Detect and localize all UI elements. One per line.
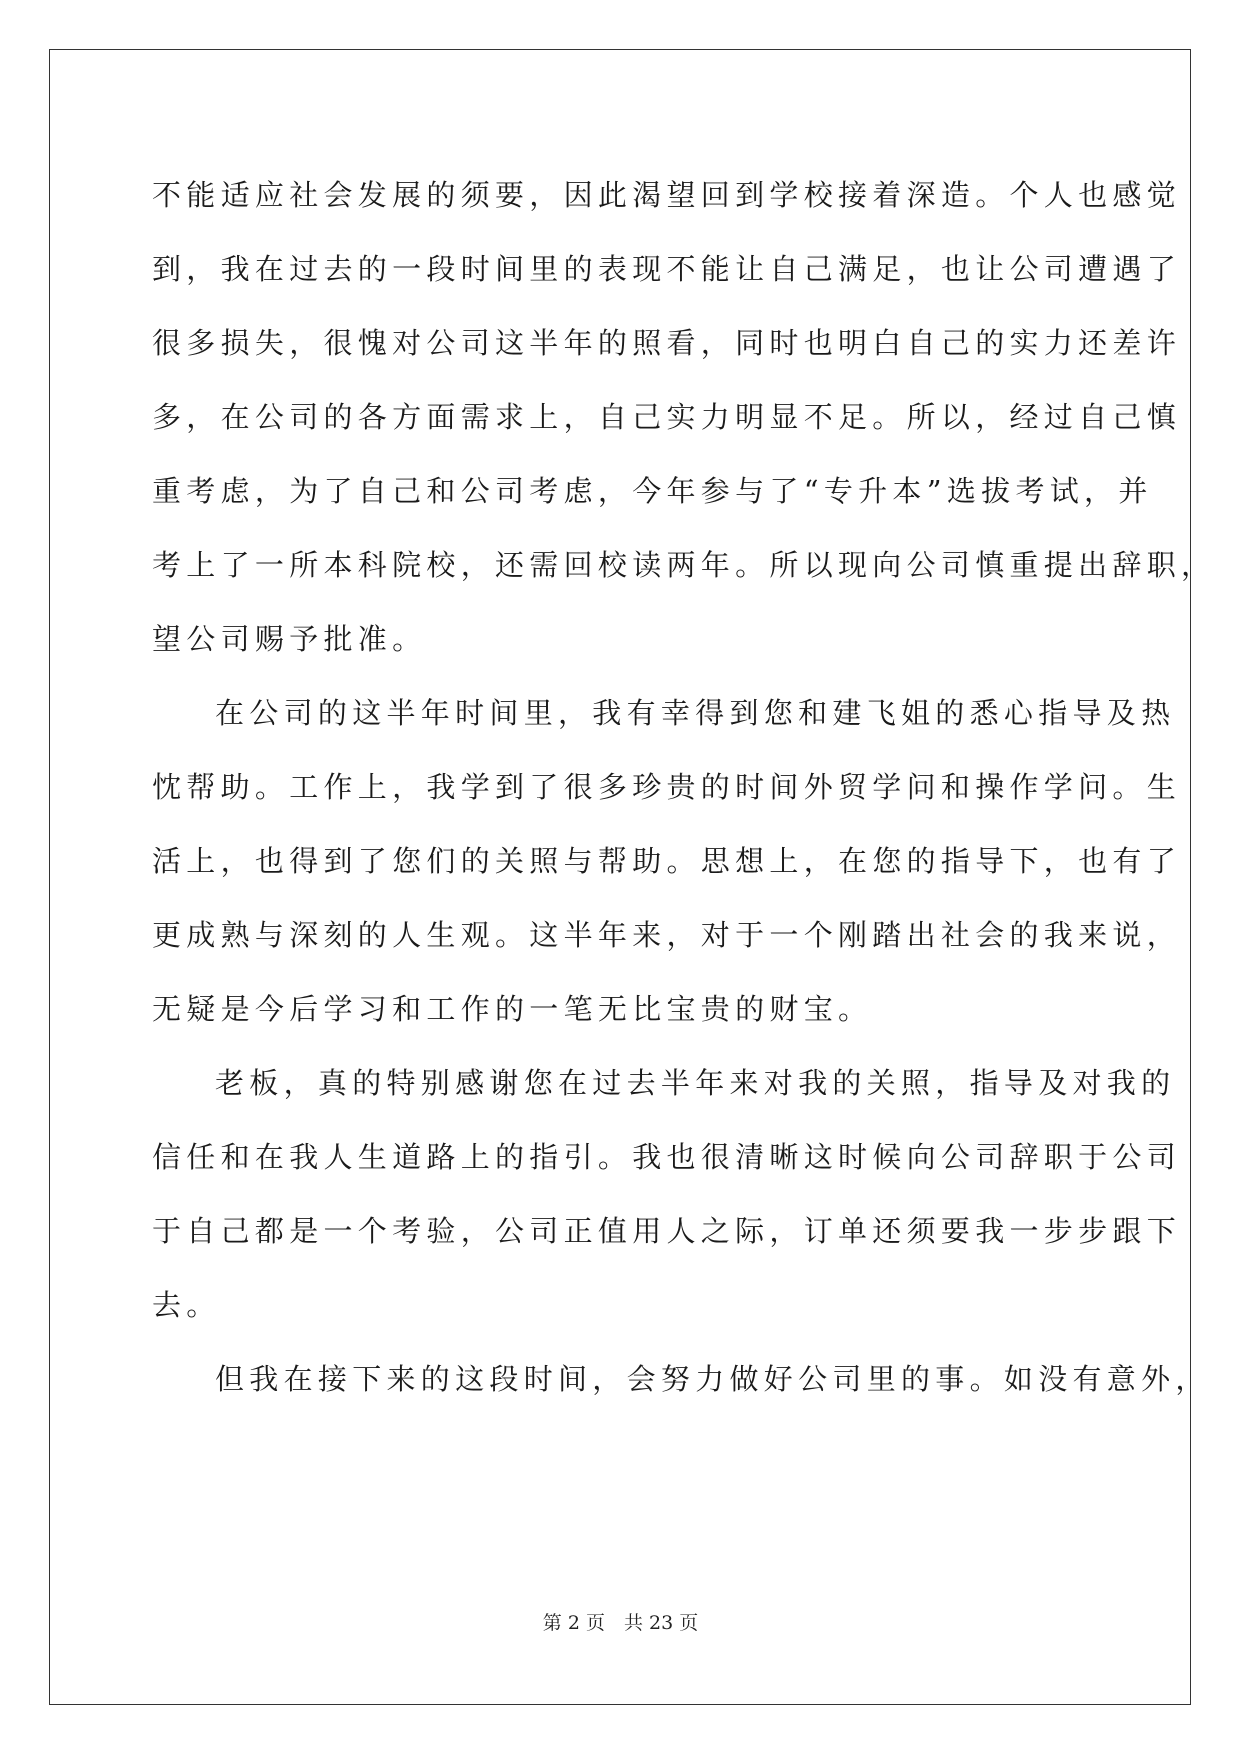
text-line: 考上了一所本科院校，还需回校读两年。所以现向公司慎重提出辞职， [152,548,1216,582]
text-line: 重考虑，为了自己和公司考虑，今年参与了“专升本”选拔考试，并 [152,474,1153,508]
document-body [152,158,1216,1416]
text-line: 到，我在过去的一段时间里的表现不能让自己满足，也让公司遭遇了 [152,252,1182,286]
text-line: 无疑是今后学习和工作的一笔无比宝贵的财宝。 [152,992,873,1026]
text-line: 望公司赐予批准。 [152,622,427,656]
text-line: 很多损失，很愧对公司这半年的照看，同时也明白自己的实力还差许 [152,326,1182,360]
text-line: 活上，也得到了您们的关照与帮助。思想上，在您的指导下，也有了 [152,844,1182,878]
text-line: 去。 [152,1288,221,1322]
paragraph-first-line: 老板，真的特别感谢您在过去半年来对我的关照，指导及对我的 [215,1066,1176,1100]
text-line: 于自己都是一个考验，公司正值用人之际，订单还须要我一步步跟下 [152,1214,1182,1248]
text-line: 不能适应社会发展的须要，因此渴望回到学校接着深造。个人也感觉 [152,178,1182,212]
text-line: 忱帮助。工作上，我学到了很多珍贵的时间外贸学问和操作学问。生 [152,770,1182,804]
paragraph-first-line: 但我在接下来的这段时间，会努力做好公司里的事。如没有意外， [215,1362,1210,1396]
text-line: 信任和在我人生道路上的指引。我也很清晰这时候向公司辞职于公司 [152,1140,1182,1174]
text-line: 多，在公司的各方面需求上，自己实力明显不足。所以，经过自己慎 [152,400,1182,434]
text-line: 更成熟与深刻的人生观。这半年来，对于一个刚踏出社会的我来说， [152,918,1182,952]
page-number-footer: 第 2 页 共 23 页 [542,1612,699,1634]
paragraph-first-line: 在公司的这半年时间里，我有幸得到您和建飞姐的悉心指导及热 [215,696,1176,730]
